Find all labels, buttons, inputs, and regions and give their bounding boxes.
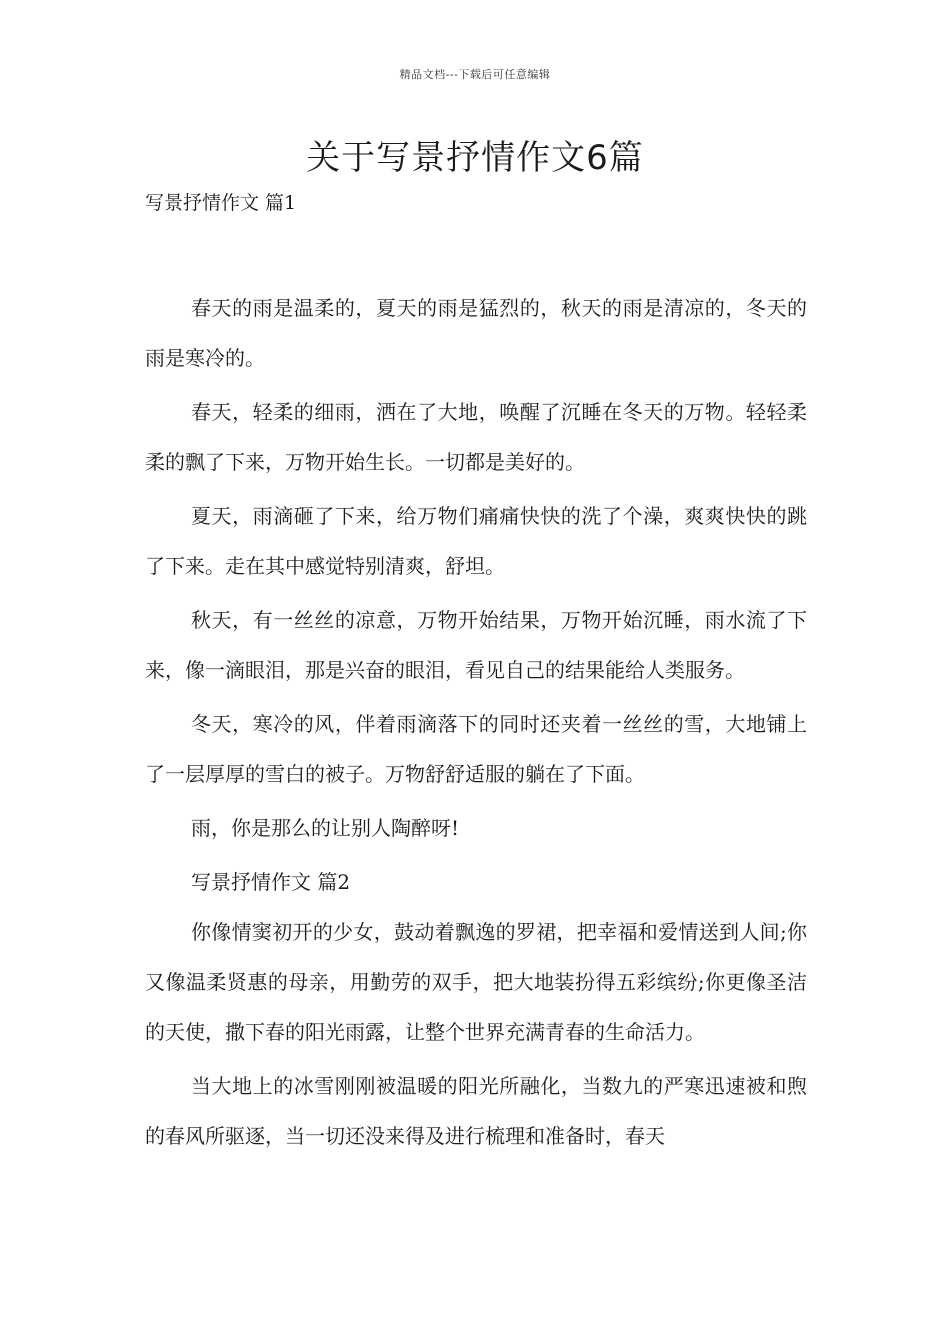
paragraph: 当大地上的冰雪刚刚被温暖的阳光所融化，当数九的严寒迅速被和煦的春风所驱逐，当一切还没来得及进行梳理和准备时，春天 — [145, 1074, 807, 1148]
section-heading: 写景抒情作文 篇1 — [145, 192, 297, 214]
document-body — [145, 283, 807, 1165]
document-title: 关于写景抒情作文6篇 — [306, 138, 644, 178]
header-note: 精品文档---下载后可任意编辑 — [399, 68, 551, 81]
paragraph: 你像情窦初开的少女，鼓动着飘逸的罗裙，把幸福和爱情送到人间;你又像温柔贤惠的母亲，用勤劳的双手，把大地装扮得五彩缤纷;你更像圣洁的天使，撒下春的阳光雨露，让整个世界充满青春的生命活力。 — [145, 920, 807, 1044]
paragraph: 秋天，有一丝丝的凉意，万物开始结果，万物开始沉睡，雨水流了下来，像一滴眼泪，那是兴奋的眼泪，看见自己的结果能给人类服务。 — [145, 608, 807, 682]
paragraph: 夏天，雨滴砸了下来，给万物们痛痛快快的洗了个澡，爽爽快快的跳了下来。走在其中感觉特别清爽，舒坦。 — [145, 504, 807, 578]
paragraph: 冬天，寒冷的风，伴着雨滴落下的同时还夹着一丝丝的雪，大地铺上了一层厚厚的雪白的被子。万物舒舒适服的躺在了下面。 — [145, 712, 807, 786]
paragraph: 春天的雨是温柔的，夏天的雨是猛烈的，秋天的雨是清凉的，冬天的雨是寒冷的。 — [145, 296, 807, 370]
paragraph: 春天，轻柔的细雨，洒在了大地，唤醒了沉睡在冬天的万物。轻轻柔柔的飘了下来，万物开始生长。一切都是美好的。 — [145, 400, 807, 474]
section-heading: 写景抒情作文 篇2 — [191, 870, 351, 894]
paragraph: 雨，你是那么的让别人陶醉呀! — [191, 816, 460, 840]
